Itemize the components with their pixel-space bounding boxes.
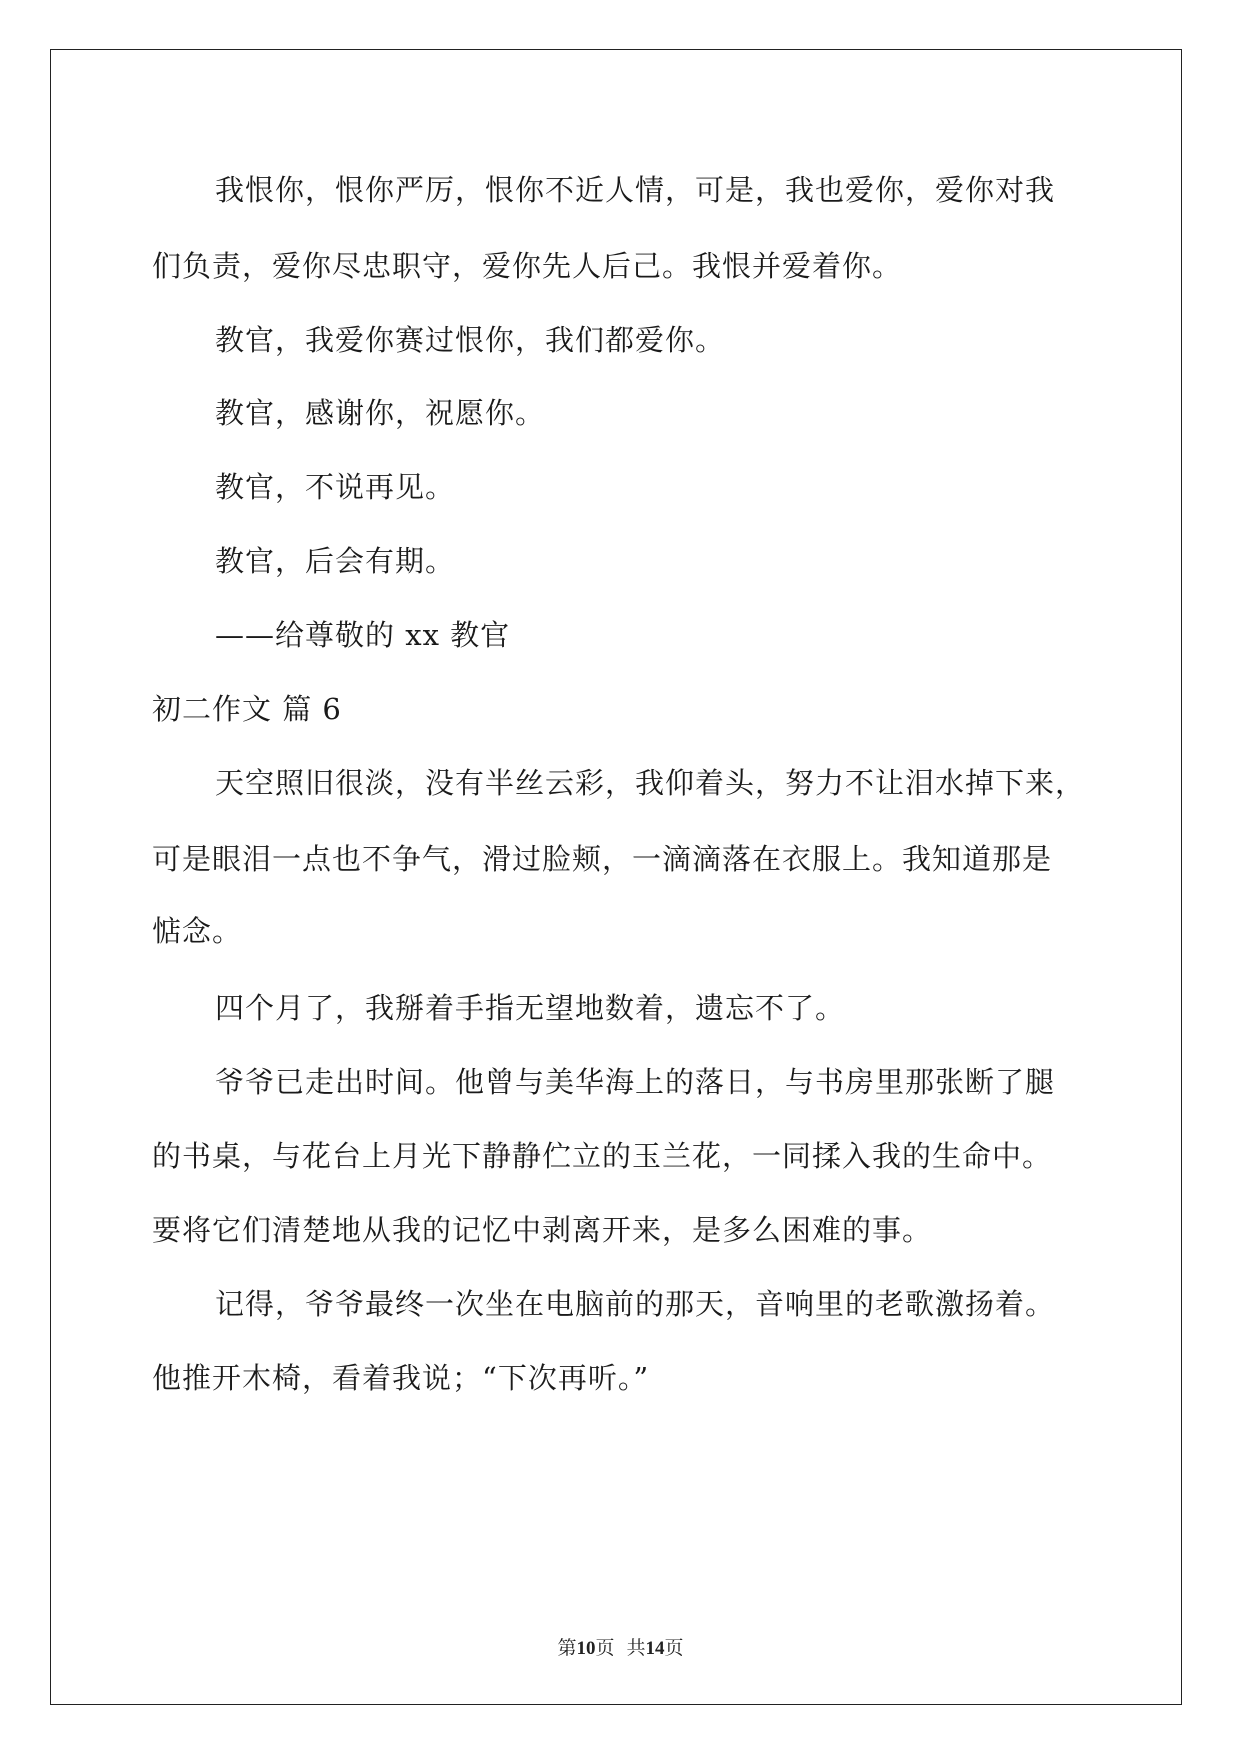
paragraph-line: 的书桌，与花台上月光下静静伫立的玉兰花，一同揉入我的生命中。 [152,1139,1053,1173]
paragraph-line: 我恨你，恨你严厉，恨你不近人情，可是，我也爱你，爱你对我 [215,173,1056,207]
paragraph-line: 教官，不说再见。 [215,470,456,504]
page-suffix: 页 [664,1637,684,1659]
paragraph-line: 四个月了，我掰着手指无望地数着，遗忘不了。 [215,991,846,1025]
paragraph-line: 教官，感谢你，祝愿你。 [215,396,546,430]
paragraph-line: 教官，我爱你赛过恨你，我们都爱你。 [215,323,726,357]
paragraph-line: 要将它们清楚地从我的记忆中剥离开来，是多么困难的事。 [152,1213,933,1247]
signature-line: ——给尊敬的 xx 教官 [215,618,511,652]
page-mid: 页 共 [595,1637,646,1659]
paragraph-line: 记得，爷爷最终一次坐在电脑前的那天，音响里的老歌激扬着。 [215,1287,1056,1321]
paragraph-line: 们负责，爱你尽忠职守，爱你先人后己。我恨并爱着你。 [152,249,903,283]
paragraph-line: 爷爷已走出时间。他曾与美华海上的落日，与书房里那张断了腿 [215,1065,1056,1099]
page-footer [0,1636,1241,1661]
paragraph-line: 他推开木椅，看着我说；“下次再听。” [152,1361,650,1395]
paragraph-line: 可是眼泪一点也不争气，滑过脸颊，一滴滴落在衣服上。我知道那是 [152,842,1053,876]
paragraph-line: 教官，后会有期。 [215,544,456,578]
page-prefix: 第 [557,1637,577,1659]
section-heading: 初二作文 篇 6 [152,692,342,726]
page-total: 14 [645,1638,665,1659]
paragraph-line: 天空照旧很淡，没有半丝云彩，我仰着头，努力不让泪水掉下来， [215,766,1086,800]
paragraph-line: 惦念。 [152,914,243,948]
page-current: 10 [576,1638,596,1659]
